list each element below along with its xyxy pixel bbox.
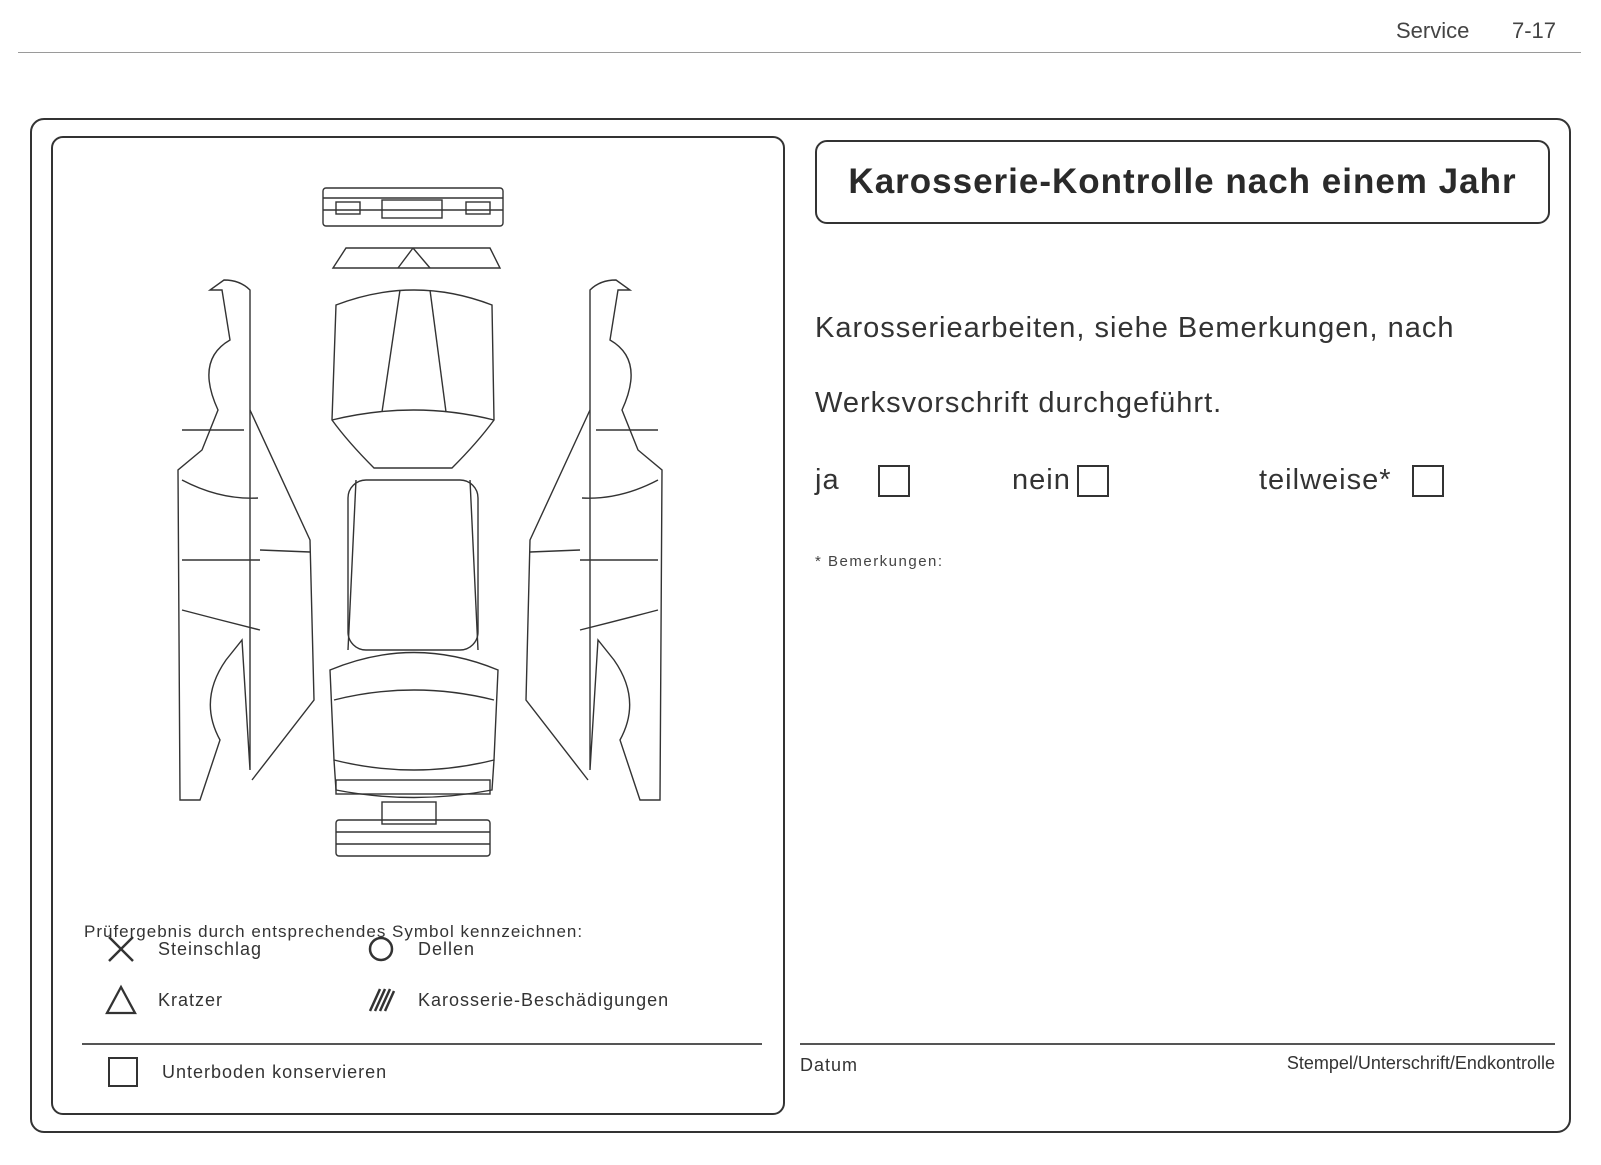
- statement-line-2: Werksvorschrift durchgeführt.: [815, 387, 1223, 419]
- hatch-icon: [364, 983, 398, 1017]
- underbody-label: Unterboden konservieren: [162, 1061, 388, 1082]
- legend-label-steinschlag: Steinschlag: [158, 938, 263, 959]
- front-bumper-illustration: [323, 188, 503, 226]
- stamp-signature-label: Stempel/Unterschrift/Endkontrolle: [1286, 1053, 1555, 1073]
- legend-item-steinschlag: [104, 932, 262, 966]
- option-ja: [815, 464, 910, 497]
- triangle-icon: [104, 983, 138, 1017]
- rear-bumper-illustration: [336, 780, 490, 856]
- legend-label-kratzer: Kratzer: [158, 989, 224, 1010]
- legend-item-dellen: [364, 932, 475, 966]
- option-teilweise-label: teilweise*: [1259, 464, 1392, 496]
- option-nein-label: nein: [1012, 464, 1071, 496]
- header-page-number: 7-17: [1512, 18, 1557, 43]
- remarks-label: * Bemerkungen:: [815, 553, 944, 570]
- underbody-row: [108, 1057, 387, 1087]
- page-header: [0, 0, 1601, 60]
- option-teilweise-checkbox[interactable]: [1412, 465, 1444, 497]
- header-section-title: Service: [1396, 18, 1470, 43]
- car-right-side-illustration: [526, 280, 662, 800]
- date-label: Datum: [800, 1055, 859, 1075]
- legend-item-karosserie-beschaedigungen: [364, 983, 669, 1017]
- car-body-diagram: [160, 180, 680, 880]
- car-left-side-illustration: [178, 280, 314, 800]
- form-title: Karosserie-Kontrolle nach einem Jahr: [848, 162, 1517, 201]
- title-box: [815, 140, 1550, 224]
- car-top-view-illustration: [330, 290, 498, 798]
- legend-title: Prüfergebnis durch entsprechendes Symbol kennzeichnen:: [84, 922, 584, 941]
- underbody-checkbox[interactable]: [108, 1057, 138, 1087]
- legend-label-dellen: Dellen: [418, 938, 476, 959]
- circle-icon: [364, 932, 398, 966]
- option-teilweise: [1259, 464, 1444, 497]
- cross-icon: [104, 932, 138, 966]
- legend-divider: [82, 1043, 762, 1045]
- signature-rule: [800, 1043, 1555, 1045]
- statement-line-1: Karosseriearbeiten, siehe Bemerkungen, nach: [815, 312, 1455, 344]
- header-rule: [18, 52, 1581, 53]
- option-nein-checkbox[interactable]: [1077, 465, 1109, 497]
- option-nein: [1012, 464, 1109, 497]
- legend-item-kratzer: [104, 983, 223, 1017]
- windshield-illustration: [333, 248, 500, 268]
- option-ja-checkbox[interactable]: [878, 465, 910, 497]
- option-ja-label: ja: [815, 464, 840, 496]
- legend-label-karosserie-beschaedigungen: Karosserie-Beschädigungen: [418, 989, 670, 1010]
